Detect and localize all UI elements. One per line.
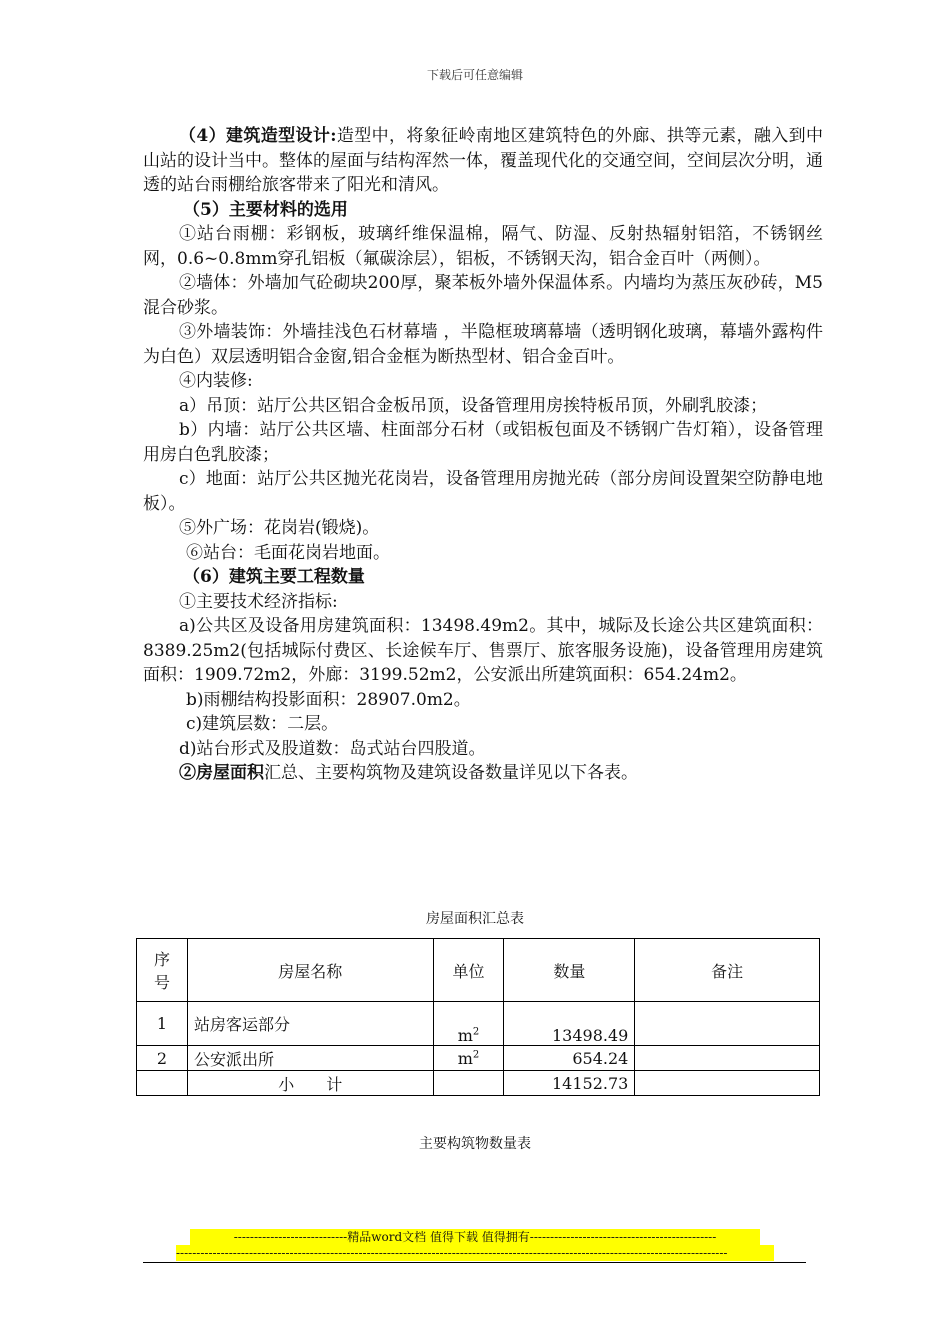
interior-walls: b）内墙：站厅公共区墙、柱面部分石材（或铝板包面及不锈钢广告灯箱），设备管理用房白色乳胶漆； xyxy=(143,420,823,465)
material-item-platform: ⑥站台：毛面花岗岩地面。 xyxy=(186,542,390,563)
indicator-b: b)雨棚结构投影面积：28907.0m2。 xyxy=(186,689,471,710)
section-5-heading: （5）主要材料的选用 xyxy=(183,199,348,220)
header-no: 序号 xyxy=(137,939,188,1002)
tech-indicators-heading: ①主要技术经济指标: xyxy=(179,591,338,612)
header-unit: 单位 xyxy=(433,939,504,1002)
indicator-d: d)站台形式及股道数：岛式站台四股道。 xyxy=(179,738,486,759)
table-2-caption: 主要构筑物数量表 xyxy=(419,1136,531,1152)
header-note: 备注 xyxy=(635,939,820,1002)
indicator-a: a)公共区及设备用房建筑面积：13498.49m2。其中，城际及长途公共区建筑面积：8389.25m2(包括城际付费区、长途候车厅、售票厅、旅客服务设施)，设备管理用房建筑面积：1909.72m2，外廊：3199.52m2，公安派出所建筑面积：654.24m2。 xyxy=(143,616,823,685)
document-body xyxy=(143,124,823,786)
summary-sentence xyxy=(143,761,823,786)
section-4-label: （4）建筑造型设计: xyxy=(179,126,337,146)
section-6-heading: （6）建筑主要工程数量 xyxy=(183,567,365,587)
indicator-c: c)建筑层数：二层。 xyxy=(186,714,339,734)
table-1-caption: 房屋面积汇总表 xyxy=(426,911,524,927)
material-item-plaza: ⑤外广场：花岗岩(锻烧)。 xyxy=(179,518,380,538)
section-4-text: 造型中，将象征岭南地区建筑特色的外廊、拱等元素，融入到中山站的设计当中。整体的屋面与结构浑然一体，覆盖现代化的交通空间，空间层次分明，通透的站台雨棚给旅客带来了阳光和清风。 xyxy=(143,126,823,195)
interior-ceiling: a）吊顶：站厅公共区铝合金板吊顶，设备管理用房挨特板吊顶，外刷乳胶漆； xyxy=(179,395,768,416)
table-row: 2 公安派出所 $m^2$ 654.24 xyxy=(137,1046,820,1071)
footer-rule xyxy=(143,1262,806,1263)
section-4-paragraph xyxy=(143,124,823,198)
material-item-interior: ④内装修: xyxy=(179,371,253,391)
footer-dash-line: ---------------------------------------------------------------------------------------------------------------------------------------- xyxy=(176,1245,774,1261)
table-header-row xyxy=(137,939,820,1002)
interior-floor: c）地面：站厅公共区抛光花岗岩，设备管理用房抛光砖（部分房间设置架空防静电地板）。 xyxy=(143,469,823,514)
page-header: 下载后可任意编辑 xyxy=(426,68,523,82)
table-row: 1 站房客运部分 $m^2$ 13498.49 xyxy=(137,1002,820,1046)
subtotal-row: 小 计 14152.73 xyxy=(137,1071,820,1096)
floor-area-table xyxy=(136,938,820,1096)
footer-banner: ----------------------------精品word文档 值得下载 值得拥有---------------------------------------------- xyxy=(190,1229,760,1245)
material-item-canopy: ①站台雨棚：彩钢板，玻璃纤维保温棉，隔气、防湿、反射热辐射铝箔，不锈钢丝网，0.6~0.8mm穿孔铝板（氟碳涂层），铝板，不锈钢天沟，铝合金百叶（两侧）。 xyxy=(143,224,823,269)
summary-rest: 汇总、主要构筑物及建筑设备数量详见以下各表。 xyxy=(264,763,638,783)
summary-bold: ②房屋面积 xyxy=(179,763,264,783)
material-item-wall: ②墙体：外墙加气砼砌块200厚，聚苯板外墙外保温体系。内墙均为蒸压灰砂砖，M5混合砂浆。 xyxy=(143,273,823,318)
material-item-facade: ③外墙装饰：外墙挂浅色石材幕墙 ，半隐框玻璃幕墙（透明钢化玻璃，幕墙外露构件为白色）双层透明铝合金窗,铝合金框为断热型材、铝合金百叶。 xyxy=(143,322,823,367)
header-qty: 数量 xyxy=(504,939,635,1002)
header-name: 房屋名称 xyxy=(187,939,433,1002)
